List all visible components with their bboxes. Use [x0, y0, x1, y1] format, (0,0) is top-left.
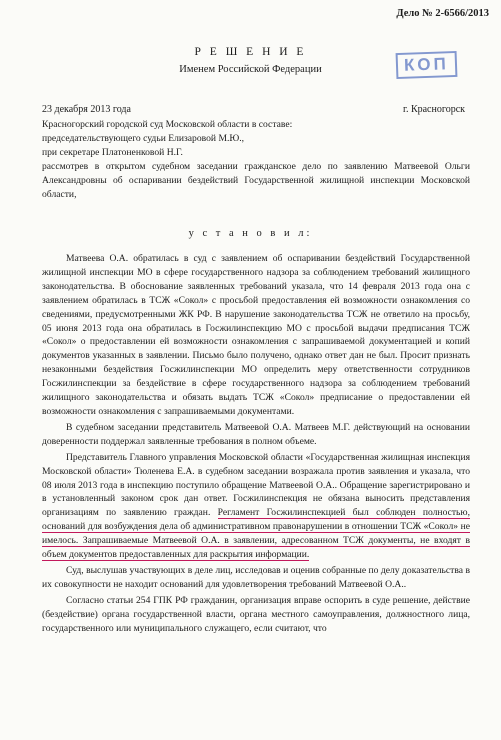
paragraph-text: Представитель Главного управления Московской области «Государственная жилищная инспекция Московской области» Тюленева Е.А. в судебном заседании возражала против заявления и указала, что 08 июля 2013 года в инспекцию поступило обращение Матвеевой О.А.. Обращение зарегистрировано и в установленный законом срок дан ответ. Госжилинспекция не обязана выносить представления организациям по заявлению граждан. — [42, 451, 470, 519]
intro-line: Красногорский городской суд Московской области в составе: — [42, 119, 293, 130]
paragraph: Суд, выслушав участвующих в деле лиц, исследовав и оценив собранные по делу доказательства в их совокупности не находит оснований для удовлетворения требований Матвеевой О.А.. — [42, 564, 470, 590]
intro-line: при секретаре Платоненковой Н.Г. — [42, 146, 183, 158]
paragraph: Согласно статьи 254 ГПК РФ гражданин, организация вправе оспорить в суде решение, действие (бездействие) органа государственной власти, органа местного самоуправления, должностного лица, государственного или муниципального служащего, если считают, что — [42, 594, 470, 634]
paragraph — [42, 451, 470, 562]
decision-city: г. Красногорск — [402, 104, 465, 115]
copy-stamp: КОП — [396, 51, 458, 79]
intro-line: председательствующего судьи Елизаровой М.Ю., — [42, 132, 245, 144]
paragraph: Матвеева О.А. обратилась в суд с заявлением об оспаривании бездействий Государственной жилищной инспекции МО в сфере государственного надзора за соблюдением требований жилищного законодательства. В обоснование заявленных требований указала, что 14 февраля 2013 года она с заявлением обратилась в ТСЖ «Сокол» с просьбой предоставления ей возможности ознакомления со сведениями, предусмотренными ЖК РФ. В нарушение законодательства ТСЖ не ответило на просьбу, 05 июня 2013 года она обратилась в Госжилинспекцию МО с просьбой выдачи предписания ТСЖ «Сокол» о предоставлении ей возможности ознакомления с запрашиваемой документацией и копий документов указанных в заявлении. Письмо было получено, однако ответ дан не был. Просит признать незаконными бездействия Госжилинспекции МО определить меру ответственности сотрудников Госжилинспекции за бездействие в сфере государственного надзора за соблюдением требований жилищного законодательства и обязать выдать ТСЖ «Сокол» предписание о предоставлении ей возможности ознакомления с запрашиваемыми документами. — [42, 253, 470, 417]
document-subtitle: Именем Российской Федерации — [179, 64, 322, 75]
case-number: Дело № 2-6566/2013 — [396, 8, 489, 19]
paragraph: В судебном заседании представитель Матвеевой О.А. Матвеев М.Г. действующий на основании доверенности поддержал заявленные требования в полном объеме. — [42, 421, 470, 447]
body-text — [42, 252, 470, 635]
decision-date: 23 декабря 2013 года — [42, 104, 131, 115]
underlined-text: Регламент Госжилинспекцией был соблюден полностью, оснований для возбуждения дела об административном правонарушении в отношении ТСЖ «Сокол» не имелось. Запрашиваемые Матвеевой О.А. в заявлении, адресованном ТСЖ документы, не входят в объем документов предоставленных для раскрытия информации. — [42, 507, 470, 561]
document-title: Р Е Ш Е Н И Е — [194, 46, 307, 58]
intro-block — [42, 118, 470, 201]
section-heading: у с т а н о в и л: — [188, 228, 313, 239]
intro-line: рассмотрев в открытом судебном заседании гражданское дело по заявлению Матвеевой Ольги Александровны об оспаривании бездействий Государственной жилищной инспекции Московской области, — [42, 160, 470, 200]
